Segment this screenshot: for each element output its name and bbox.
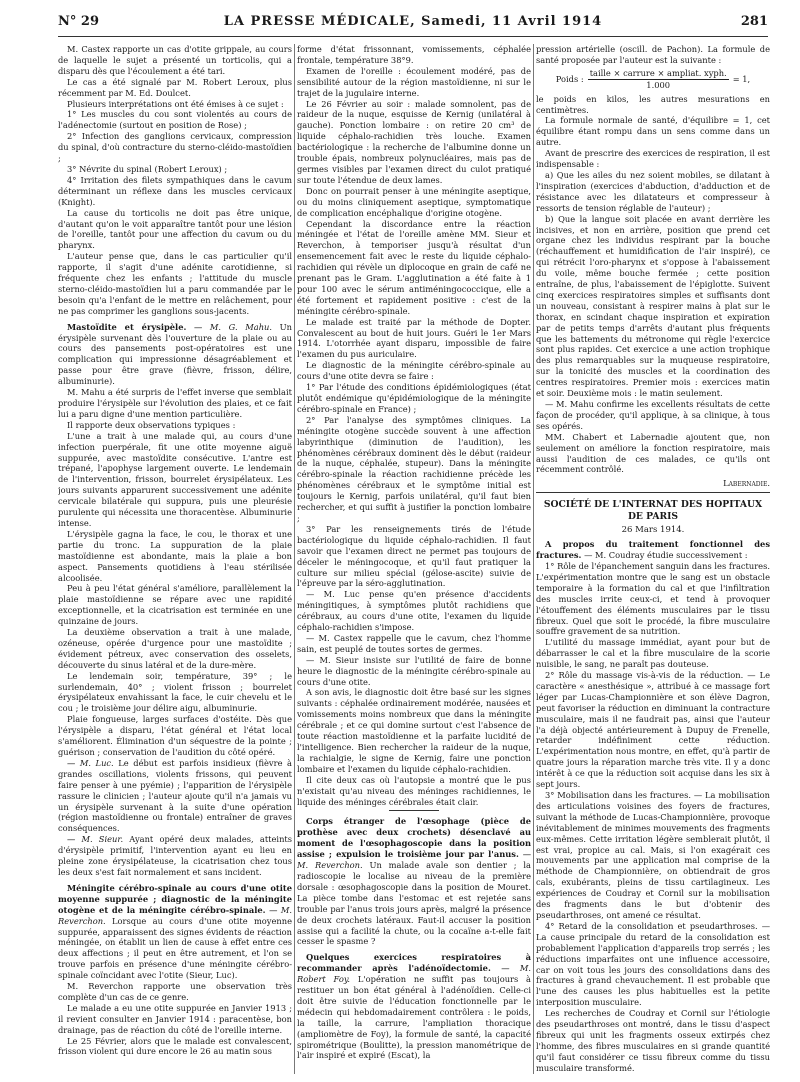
section-title: Mastoïdite et érysipèle. — [67, 321, 187, 332]
section-mastoidite — [58, 322, 292, 387]
section-text: Un malade avale son dentier ; la radioscopie le localise au niveau de la première dorsale : œsophagoscopie dans la position de Mouret. La pièce tombe dans l'estomac et est rejetée sans trouble par l'anus trois jours après, malgré la présence de deux crochets latéraux. Faut-il accuser la position assise qui a facilité la chute, ou la cocaïne a-t-elle fait cesser le spasme ? — [297, 860, 531, 947]
section-divider — [389, 810, 439, 811]
paragraph: 1° Par l'étude des conditions épidémiologiques (état plutôt endémique qu'épidémiologique de la méningite cérébro-spinale en France) ; — [297, 382, 531, 414]
paragraph: L'érysipèle gagna la face, le cou, le thorax et une partie du tronc. La suppuration de la plaie mastoïdienne est abondante, mais la plaie a bon aspect. Pansements quotidiens à l'eau stérilisée alcoolisée. — [58, 528, 292, 583]
author: — M. Coudray étudie successivement : — [584, 550, 748, 561]
paragraph: Le malade a eu une otite suppurée en Janvier 1913 ; il revient consulter en Janvier 1914 : paracentèse, bon drainage, pas de réaction du côté de l'oreille interne. — [58, 1002, 292, 1035]
paragraph: Le 26 Février au soir : malade somnolent, pas de raideur de la nuque, esquisse de Kernig (unilatéral à gauche). Ponction lombaire : on retire 20 cm³ de liquide céphalo-rachidien très louche. Examen bactériologique : la recherche de l'albumine donne un trouble épais, nombreux polynucléaires, mais pas de germes visibles par l'examen direct du culot pratiqué sur toute l'étendue de deux lames. — [297, 98, 531, 185]
author: — M. G. Mahu. — [194, 321, 273, 332]
paragraph: Examen de l'oreille : écoulement modéré, pas de sensibilité autour de la région mastoïdienne, ni sur le trajet de la jugulaire interne. — [297, 65, 531, 98]
issue-number: N° 29 — [58, 14, 99, 29]
signature: Labernadie. — [723, 478, 770, 489]
paragraph: — M. Sieur insiste sur l'utilité de faire de bonne heure le diagnostic de la méningite cérébro-spinale au cours d'une otite. — [297, 654, 531, 687]
section-divider — [536, 492, 770, 493]
paragraph: Cependant la discordance entre la réaction méningée et l'état de l'oreille amène MM. Sieur et Reverchon, à temporiser jusqu'à résultat d'un ensemencement fait avec le reste du liquide céphalo-rachidien qui révèle un diplocoque en grain de café ne prenant pas le Gram. L'agglutination a été faite à 1 pour 100 avec le sérum antiméningococcique, elle a été fortement et rapidement positive : c'est de la méningite cérébro-spinale. — [297, 218, 531, 316]
paragraph: MM. Chabert et Labernadie ajoutent que, non seulement on améliore la fonction respiratoire, mais aussi l'audition de ces malades, ce qu'ils ont récemment contrôlé. — [536, 431, 770, 475]
paragraph: 3° Mobilisation dans les fractures. — La mobilisation des articulations voisines des foyers de fractures, suivant la méthode de Lucas-Championnière, provoque inévitablement de minimes mouvements des fragments eux-mêmes. Cette irritation légère semblerait plutôt, il est vrai, propice au cal. Mais, si l'on exagérait ces mouvements par une application mal comprise de la méthode de Championnière, on obtiendrait de gros cals, exubérants, pleins de tissu cartilagineux. Les expériences de Coudray et Cornil sur la mobilisation des fragments dans le but d'obtenir des pseudarthroses, ont amené ce résultat. — [536, 790, 770, 920]
journal-title: LA PRESSE MÉDICALE, Samedi, 11 Avril 1914 — [223, 14, 603, 29]
paragraph: forme d'état frissonnant, vomissements, céphalée frontale, température 38°9. — [297, 44, 531, 65]
paragraph: L'une a trait à une malade qui, au cours d'une infection puerpérale, fit une otite moyenne aiguë suppurée, avec mastoïdite consécutive. L'antre est trépané, l'apophyse largement ouverte. Le lendemain de l'intervention, frisson, bourrelet érysipélateux. Les jours suivants apparurent successivement une adénite cervicale bilatérale qui suppura, puis une pleurésie purulente qui nécessita une thoracentèse. Albuminurie intense. — [58, 430, 292, 528]
paragraph: le poids en kilos, les autres mesurations en centimètres. — [536, 93, 770, 115]
paragraph: Le cas a été signalé par M. Robert Leroux, plus récemment par M. Ed. Doulcet. — [58, 76, 292, 98]
page-number: 281 — [740, 14, 768, 29]
section-title: Méningite cérébro-spinale au cours d'une otite moyenne suppurée ; diagnostic de la méningite otogène et de la méningite cérébro-spinale. — [58, 882, 292, 915]
paragraph: 2° Par l'analyse des symptômes cliniques. La méningite otogène succède souvent à une affection labyrinthique (diminution de l'audition), les phénomènes cérébraux dominent dès le début (raideur de la nuque, céphalée, stupeur). Dans la méningite cérébro-spinale la réaction rachidienne précède les phénomènes cérébraux et le symptôme initial est toujours le Kernig, parfois unilatéral, qu'il faut bien rechercher, et qui suffit à justifier la ponction lombaire ; — [297, 414, 531, 523]
column-2 — [297, 44, 531, 1074]
paragraph: Donc on pourrait penser à une méningite aseptique, ou du moins cliniquement aseptique, symptomatique de complication encéphalique d'origine otogène. — [297, 185, 531, 218]
page-header — [58, 14, 768, 34]
paragraph: Il cite deux cas où l'autopsie a montré que le pus n'existait qu'au niveau des méninges rachidiennes, le liquide des méninges cérébrales était clair. — [297, 774, 531, 807]
paragraph: La deuxième observation a trait à une malade, ozéneuse, opérée d'urgence pour une mastoïdite ; évidement pétreux, avec conservation des osselets, découverte du sinus latéral et de la dure-mère. — [58, 627, 292, 670]
paragraph: A son avis, le diagnostic doit être basé sur les signes suivants : céphalée ordinairement modérée, nausées et vomissements moins nombreux que dans la méningite cérébrale ; et ce qui domine surtout c'est l'absence de toute réaction mastoïdienne et la parfaite lucidité de l'intelligence. Bien rechercher la raideur de la nuque, la rachialgie, le signe de Kernig, faire une ponction lombaire et l'examen du liquide céphalo-rachidien. — [297, 687, 531, 774]
paragraph: a) Que les ailes du nez soient mobiles, se dilatant à l'inspiration (exercices d'abduction, d'adduction et de résistance avec les dilatateurs et compresseur à ressorts de tension réglable de l'auteur) ; — [536, 169, 770, 213]
section-meningite — [58, 883, 292, 981]
author: — M. Reverchon. — [297, 849, 531, 871]
paragraph-luc — [58, 758, 292, 834]
paragraph: b) Que la langue soit placée en avant derrière les incisives, et non en arrière, position que prend cet organe chez les individus respirant par la bouche (réchauffement et humidification de l'air inspiré), ce qui rétrécit l'oro-pharynx et s'oppose à l'abaissement du voile, même bouche fermée ; cette position entraîne, de plus, l'abaissement de l'épiglotte. Suivent cinq exercices respiratoires simples et suffisants dont un nouveau, consistant à respirer mains à plat sur le thorax, en scindant chaque inspiration et expiration par de petits temps d'arrêts d'autant plus fréquents que les battements du métronome qui règle l'exercice sont plus rapides. Cet exercice a une action trophique des plus remarquables sur la muqueuse respiratoire, sur la tonicité des muscles et la coordination des centres respiratoires. Premier mois : exercices matin et soir. Deuxième mois : le matin seulement. — [536, 213, 770, 399]
paragraph-sieur — [58, 834, 292, 878]
paragraph: 4° Irritation des filets sympathiques dans le cavum déterminant un réflexe dans les muscles cervicaux (Knight). — [58, 174, 292, 207]
paragraph: Le lendemain soir, température, 39° ; le surlendemain, 40° ; violent frisson ; bourrelet érysipélateux envahissant la face, le cuir chevelu et le cou ; le troisième jour délire aigu, albuminurie. — [58, 670, 292, 714]
column-divider — [294, 44, 295, 1074]
paragraph: Le malade est traité par la méthode de Dopter. Convalescent au bout de huit jours. Guéri le 1er Mars 1914. L'otorrhée ayant disparu, impossible de faire l'examen du pus auriculaire. — [297, 316, 531, 360]
paragraph: La cause du torticolis ne doit pas être unique, d'autant qu'on le voit apparaître tantôt pour une lésion de l'oreille, tantôt pour une affection du cavum ou du pharynx. — [58, 207, 292, 251]
header-rule — [58, 36, 768, 37]
paragraph: Peu à peu l'état général s'améliore, parallèlement la plaie mastoïdienne se répare avec une rapidité exceptionnelle, et la cicatrisation est terminée en une quinzaine de jours. — [58, 583, 292, 627]
paragraph: 2° Infection des ganglions cervicaux, compression du spinal, d'où contracture du sterno-cléido-mastoïdien ; — [58, 131, 292, 164]
paragraph: Avant de prescrire des exercices de respiration, il est indispensable : — [536, 148, 770, 170]
paragraph: 3° Névrite du spinal (Robert Leroux) ; — [67, 163, 228, 174]
paragraph: 1° Les muscles du cou sont violentés au cours de l'adénectomie (surtout en position de Rose) ; — [58, 109, 292, 131]
paragraph: pression artérielle (oscill. de Pachon). La formule de santé proposée par l'auteur est la suivante : — [536, 44, 770, 65]
paragraph: Le diagnostic de la méningite cérébro-spinale au cours d'une otite devra se faire : — [297, 360, 531, 382]
paragraph: L'auteur pense que, dans le cas particulier qu'il rapporte, il s'agit d'une adénite carotidienne, si fréquente chez les enfants ; l'attitude du muscle sterno-cléido-mastoïdien lui a paru commandée par le besoin qu'a l'enfant de le mettre en relâchement, pour ne pas comprimer les ganglions sous-jacents. — [58, 251, 292, 316]
paragraph: Il rapporte deux observations typiques : — [67, 419, 236, 430]
paragraph: L'utilité du massage immédiat, ayant pour but de débarrasser le cal et la fibre musculaire de la scorie nuisible, le sang, ne paraît pas douteuse. — [536, 637, 770, 670]
paragraph: 1° Rôle de l'épanchement sanguin dans les fractures. L'expérimentation montre que le sang est un obstacle temporaire à la formation du cal et que l'infiltration des muscles irrite ceux-ci, et tend à provoquer l'étouffement des éléments musculaires par le tissu fibreux. Quel que soit le procédé, la fibre musculaire souffre gravement de sa nutrition. — [536, 560, 770, 637]
text: Le début est parfois insidieux (fièvre à grandes oscillations, violents frissons, qui peuvent faire penser à une pyémie) ; l'apparition de l'érysipèle rassure le clinicien ; l'auteur ajoute qu'il n'a jamais vu un érysipèle survenant à la suite d'une opération (région mastoïdienne ou frontale) entraîner de graves conséquences. — [58, 757, 292, 834]
section-corps-etranger — [297, 816, 531, 947]
author: — M. Reverchon. — [58, 904, 292, 926]
author: — M. Sieur. — [67, 834, 124, 845]
author: — M. Robert Foy. — [297, 963, 531, 985]
formula-denominator: 1.000 — [646, 79, 671, 90]
section-text: Lorsque au cours d'une otite moyenne suppurée, apparaissent des signes évidents de réaction méningée, on établit un lien de cause à effet entre ces deux affections ; il peut en être autrement, et l'on se trouve parfois en présence d'une méningite cérébro-spinale coïncidant avec l'otite (Sieur, Luc). — [58, 915, 292, 981]
section-title: Corps étranger de l'œsophage (pièce de prothèse avec deux crochets) désenclavé au moment de l'œsophagoscopie dans la position assise ; expulsion le troisième jour par l'anus. — [297, 816, 531, 860]
health-formula — [536, 68, 770, 91]
text: Ayant opéré deux malades, atteints d'érysipèle primitif, l'intervention ayant eu lieu en pleine zone érysipélateuse, la cicatrisation chez tous les deux s'est fait normalement et sans incident. — [58, 834, 292, 877]
paragraph: — M. Mahu confirme les excellents résultats de cette façon de procéder, qu'il applique, à sa clinique, à tous ses opérés. — [536, 399, 770, 431]
society-heading: SOCIÉTÉ DE L'INTERNAT DES HOPITAUX DE PARIS — [543, 499, 763, 523]
paragraph: M. Reverchon rapporte une observation très complète d'un cas de ce genre. — [58, 981, 292, 1002]
paragraph: Plaie fongueuse, larges surfaces d'ostéite. Dès que l'érysipèle a disparu, l'état général et l'état local s'améliorent. Élimination d'un séquestre de la pointe ; guérison ; conservation de l'audition du côté opéré. — [58, 714, 292, 757]
paragraph: — M. Luc pense qu'en présence d'accidents méningitiques, à symptômes plutôt rachidiens que cérébraux, au cours d'une otite, l'examen du liquide céphalo-rachidien s'impose. — [297, 589, 531, 633]
formula-label: Poids : — [555, 73, 584, 84]
section-text: L'opération ne suffit pas toujours à restituer un bon état général à l'adénoïdien. Celle-ci doit être suivie de l'éducation fonctionnelle par le médecin qui hebdomadairement contrôlera : le poids, la taille, la carrure, l'ampliation thoracique (ampliomètre de Foy), la formule de santé, la capacité spirométrique (Boulitte), la pression manométrique de l'air inspiré et expiré (Escat), la — [297, 974, 531, 1061]
section-title: Quelques exercices respiratoires à recommander après l'adénoïdectomie. — [297, 952, 531, 974]
section-title: A propos du traitement fonctionnel des fractures. — [536, 539, 770, 561]
column-divider — [533, 44, 534, 1074]
section-text: Un érysipèle survenant dès l'ouverture de la plaie ou au cours des pansements post-opératoires est une complication qui impressionne désagréablement et passe pour être grave (fièvre, frisson, délire, albuminurie). — [58, 321, 292, 387]
paragraph: M. Mahu a été surpris de l'effet inverse que semblait produire l'érysipèle sur l'évolution des plaies, et ce fait lui a paru digne d'une mention particulière. — [58, 387, 292, 419]
paragraph: — M. Castex rappelle que le cavum, chez l'homme sain, est peuplé de toutes sortes de germes. — [297, 632, 531, 654]
paragraph: Les recherches de Coudray et Cornil sur l'étiologie des pseudarthroses ont montré, dans le tissu d'aspect fibreux qui unit les fragments osseux extirpés chez l'homme, des fibres musculaires en si grande quantité qu'il faut considérer ce tissu fibreux comme du tissu musculaire transformé. — [536, 1008, 770, 1073]
session-date: 26 Mars 1914. — [621, 525, 685, 536]
paragraph: 4° Retard de la consolidation et pseudarthroses. — La cause principale du retard de la consolidation est probablement l'application d'appareils trop serrés ; les réductions imparfaites ont une influence accessoire, car on voit tous les jours des consolidations dans des fractures à grand chevauchement. Il est probable que l'une des causes les plus habituelles est la petite interposition musculaire. — [536, 920, 770, 1008]
formula-numerator: taille × carrure × ampliat. xyph. — [589, 67, 727, 78]
paragraph: Le 25 Février, alors que le malade est convalescent, frisson violent qui dure encore le 26 au matin sous — [58, 1035, 292, 1057]
author: — M. Luc. — [67, 757, 114, 768]
section-traitement — [536, 539, 770, 561]
paragraph: 2° Rôle du massage vis-à-vis de la réduction. — Le caractère « anesthésique », attribué à ce massage fort léger par Lucas-Championnière et son élève Dagron, peut favoriser la réduction en diminuant la contracture musculaire, mais il ne faudrait pas, ainsi que l'auteur l'a déjà objecté antérieurement à Dupuy de Frenelle, retarder indéfiniment cette réduction. L'expérimentation nous montre, en effet, qu'à partir de quatre jours la réparation marche très vite. Il y a donc intérêt à ce que la réduction soit acquise dans les six à sept jours. — [536, 670, 770, 790]
column-3 — [536, 44, 770, 1074]
section-exercices — [297, 952, 531, 1061]
paragraph: M. Castex rapporte un cas d'otite grippale, au cours de laquelle le sujet a présenté un torticolis, qui a disparu dès que l'écoulement a été tari. — [58, 44, 292, 76]
formula-fraction — [588, 68, 729, 91]
formula-result: = 1, — [732, 73, 751, 84]
paragraph: Plusieurs interprétations ont été émises à ce sujet : — [67, 98, 284, 109]
column-1 — [58, 44, 292, 1074]
paragraph: La formule normale de santé, d'équilibre = 1, cet équilibre étant rompu dans un sens comme dans un autre. — [536, 115, 770, 148]
paragraph: 3° Par les renseignements tirés de l'étude bactériologique du liquide céphalo-rachidien. Il faut savoir que l'examen direct ne permet pas toujours de déceler le méningocoque, et qu'il faut pratiquer la culture sur milieu spécial (gélose-ascite) suivie de l'épreuve par la séro-agglutination. — [297, 523, 531, 589]
